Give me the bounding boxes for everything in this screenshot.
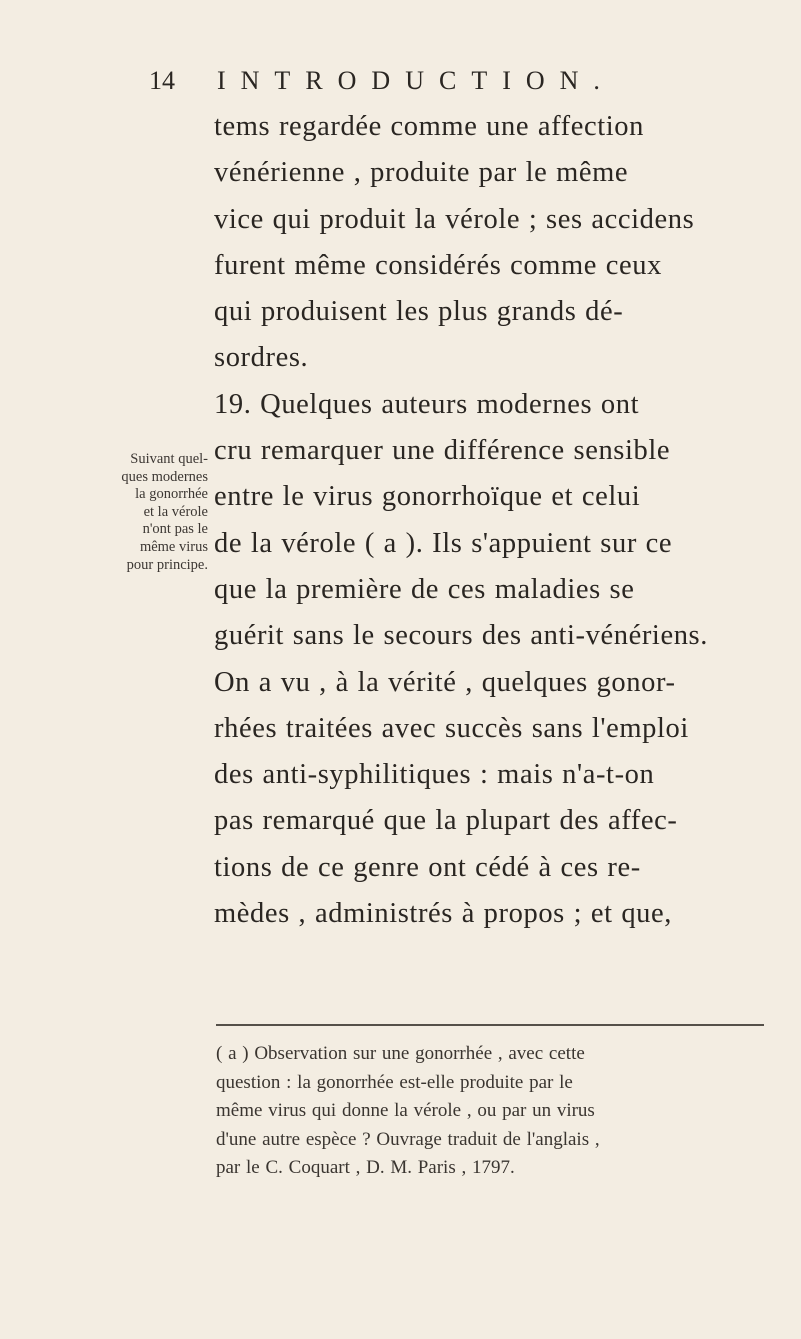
- running-title: INTRODUCTION.: [217, 66, 615, 95]
- running-head: [149, 66, 769, 100]
- body-line: vénérienne , produite par le même: [214, 157, 629, 189]
- body-line: rhées traitées avec succès sans l'emploi: [214, 712, 689, 744]
- body-line: qui produisent les plus grands dé-: [214, 296, 624, 328]
- body-text: [214, 104, 782, 937]
- marginal-note-line: ques modernes: [121, 468, 208, 485]
- body-line: tems regardée comme une affection: [214, 111, 644, 142]
- body-line: que la première de ces maladies se: [214, 573, 635, 605]
- body-line: tions de ce genre ont cédé à ces re-: [214, 851, 641, 883]
- body-line: cru remarquer une différence sensible: [214, 435, 671, 467]
- marginal-note-line: et la vérole: [143, 503, 208, 520]
- body-line: furent même considérés comme ceux: [214, 249, 662, 281]
- marginal-note-line: même virus: [139, 538, 208, 555]
- marginal-note-line: n'ont pas le: [142, 521, 208, 538]
- marginal-note: [10, 451, 208, 574]
- body-line: On a vu , à la vérité , quelques gonor-: [214, 666, 676, 698]
- body-line: sordres.: [214, 342, 309, 374]
- body-line: entre le virus gonorrhoïque et celui: [214, 481, 641, 513]
- marginal-note-line: pour principe.: [126, 556, 208, 573]
- footnote-line: question : la gonorrhée est-elle produite par le: [216, 1071, 573, 1093]
- marginal-note-line: Suivant quel-: [130, 451, 208, 467]
- page-number: 14: [149, 66, 175, 95]
- footnote-line: d'une autre espèce ? Ouvrage traduit de l'anglais ,: [216, 1128, 600, 1150]
- footnote-rule: [216, 1024, 764, 1026]
- body-line: des anti-syphilitiques : mais n'a-t-on: [214, 759, 655, 791]
- body-line: pas remarqué que la plupart des affec-: [214, 805, 678, 837]
- body-line: guérit sans le secours des anti-vénériens.: [214, 620, 708, 652]
- body-line: 19. Quelques auteurs modernes ont: [214, 388, 640, 420]
- body-line: de la vérole ( a ). Ils s'appuient sur ce: [214, 527, 673, 559]
- footnote-line: ( a ) Observation sur une gonorrhée , avec cette: [216, 1043, 585, 1064]
- footnote-line: par le C. Coquart , D. M. Paris , 1797.: [216, 1157, 515, 1178]
- footnote: [216, 1040, 766, 1183]
- body-line: mèdes , administrés à propos ; et que,: [214, 898, 672, 930]
- footnote-line: même virus qui donne la vérole , ou par un virus: [216, 1100, 595, 1121]
- marginal-note-line: la gonorrhée: [135, 486, 208, 503]
- body-line: vice qui produit la vérole ; ses accidens: [214, 203, 695, 235]
